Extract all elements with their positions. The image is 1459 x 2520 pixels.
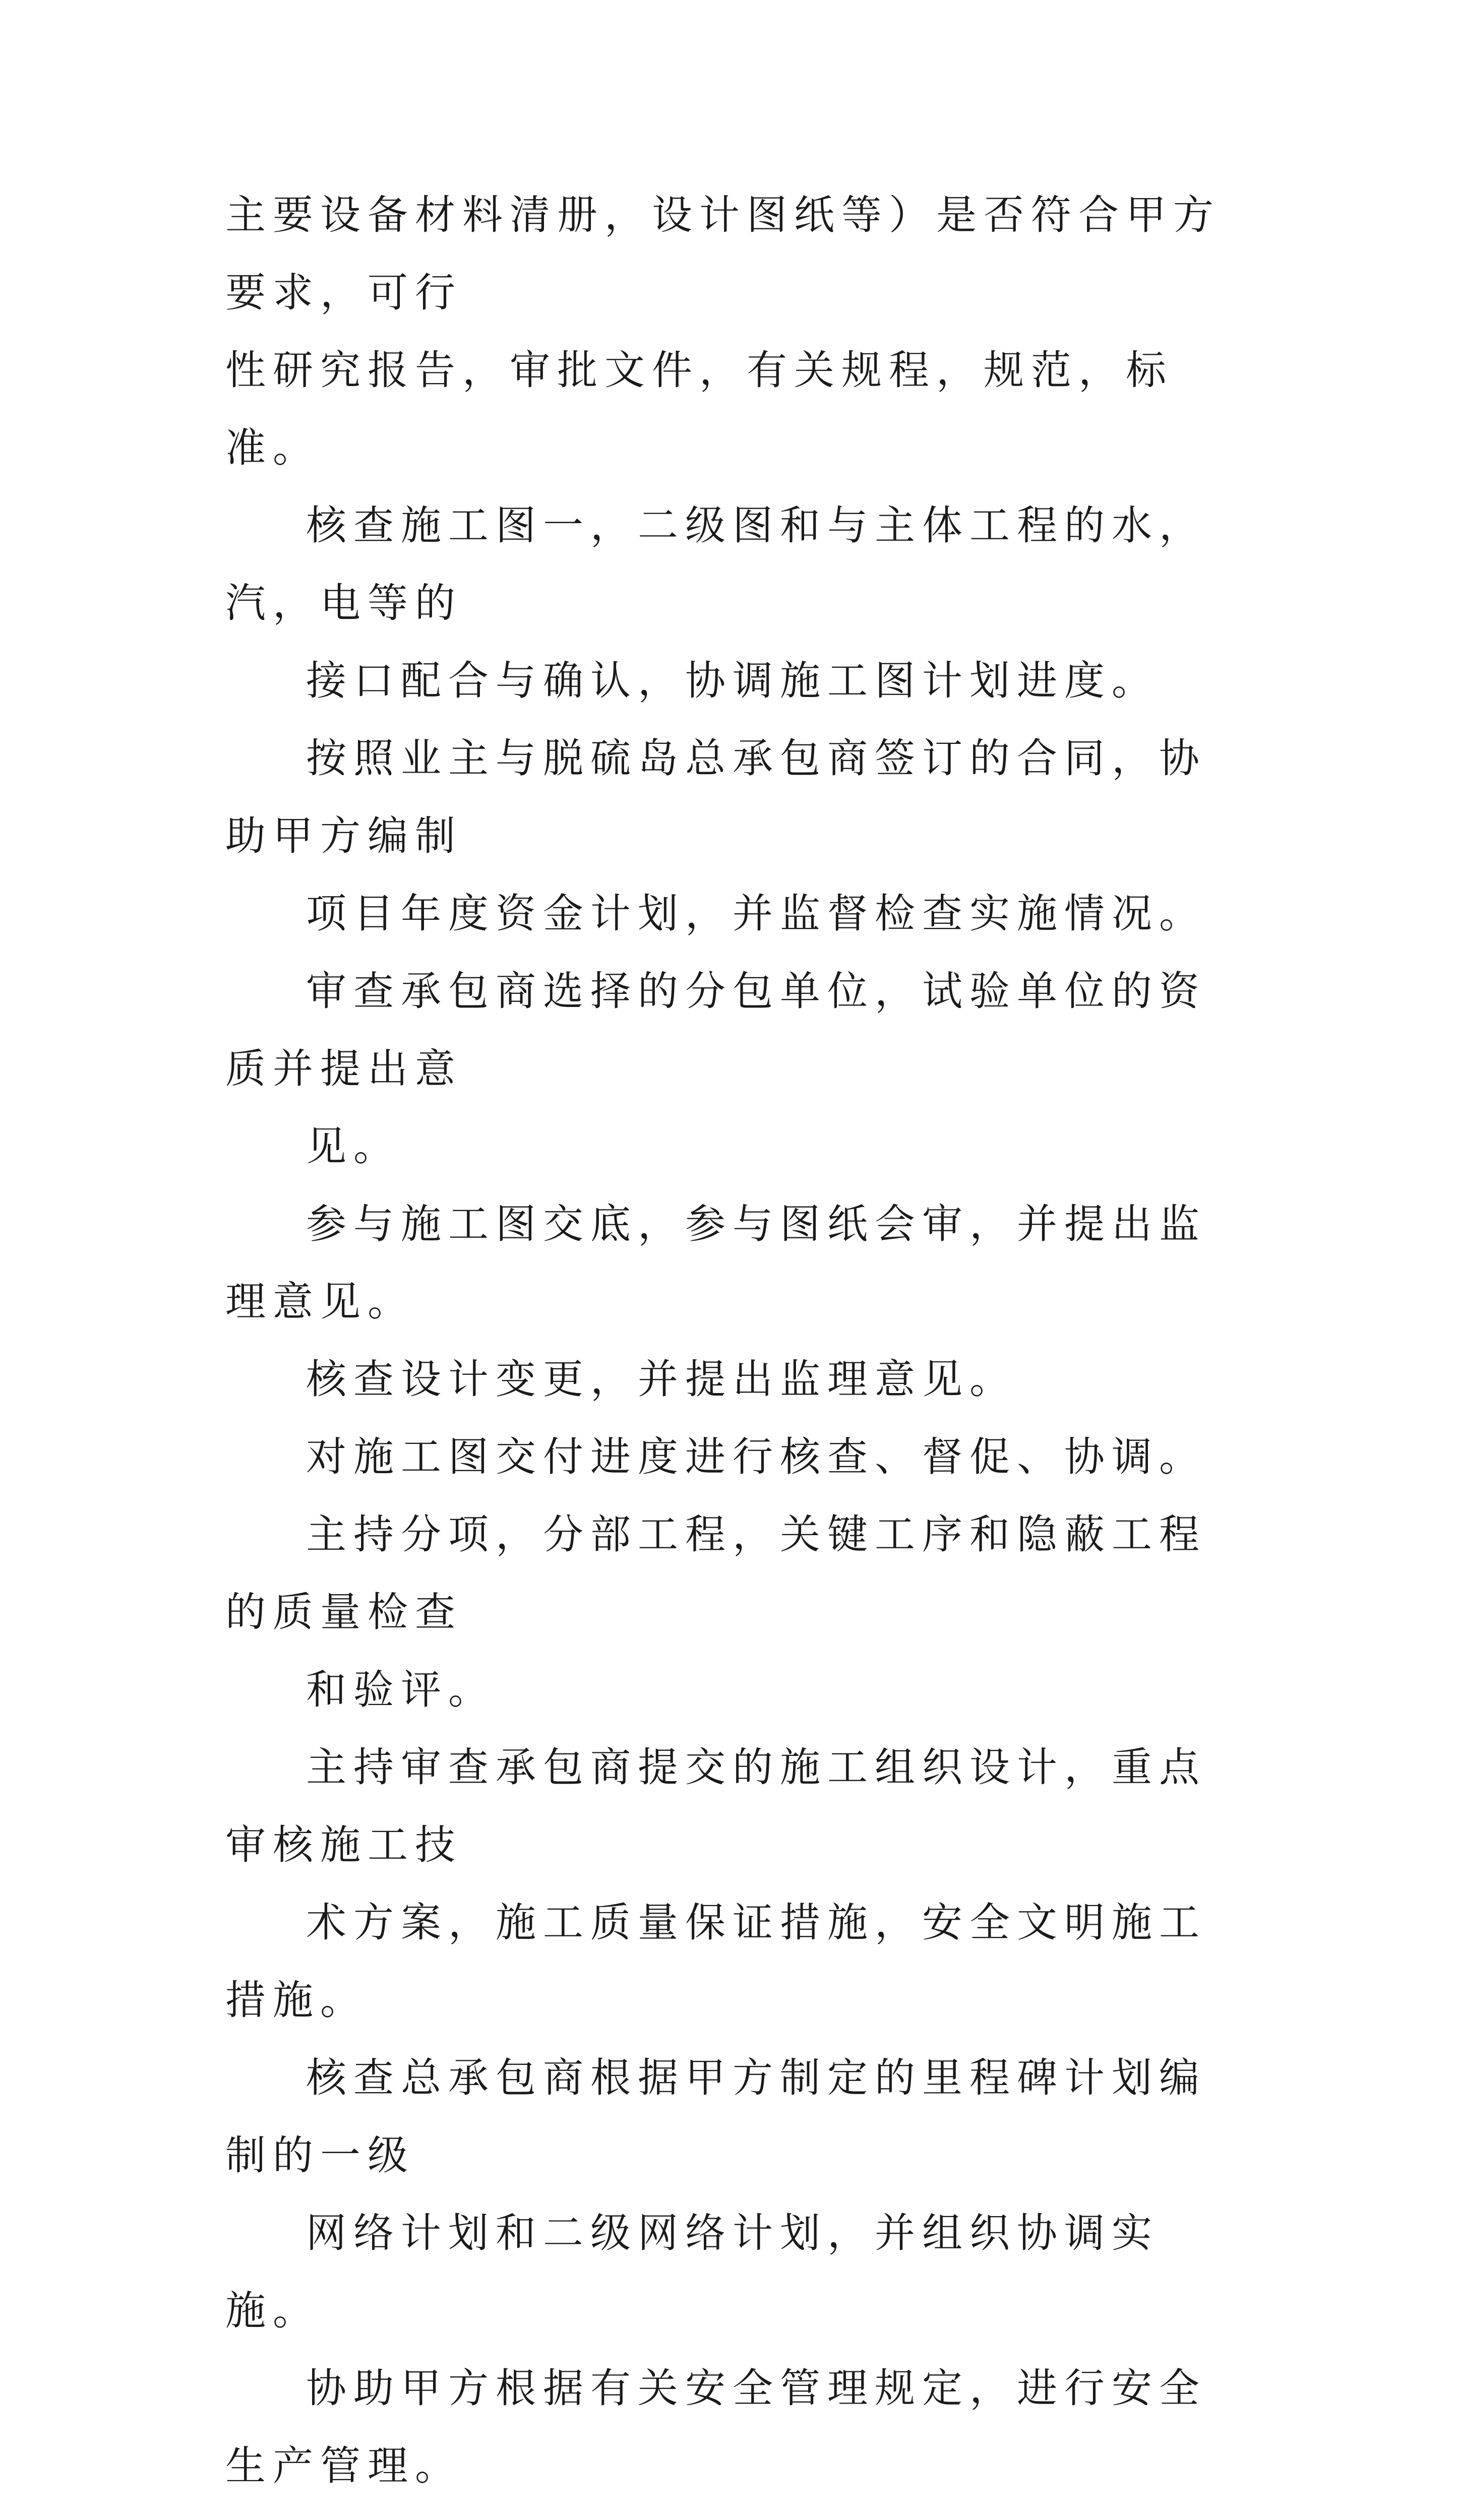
text-line: 项目年度资金计划，并监督检查实施情况。 xyxy=(306,890,1206,937)
body-text xyxy=(225,176,1249,2520)
text-line: 参与施工图交底，参与图纸会审，并提出监理意见。 xyxy=(225,1201,1206,1325)
text-line: 核查设计变更，并提出监理意见。 xyxy=(306,1356,1017,1403)
text-line: 网络计划和二级网络计划，并组织协调实施。 xyxy=(225,2210,1159,2334)
text-line: 术方案，施工质量保证措施，安全文明施工措施。 xyxy=(225,1899,1206,2024)
text-line: 审查承包商选择的分包单位，试验单位的资质并提出意 xyxy=(225,968,1206,1092)
text-line: 协助甲方根据有关安全管理规定，进行安全生产管理。 xyxy=(225,2365,1206,2489)
text-line: 主持审查承包商提交的施工组织设计，重点审核施工技 xyxy=(225,1744,1206,1868)
paragraph xyxy=(225,1185,1249,1341)
paragraph xyxy=(225,176,1249,487)
text-line: 核查施工图一，二级图和与主体工程的水，汽，电等的 xyxy=(225,502,1206,626)
paragraph xyxy=(225,720,1249,953)
text-line: 主持分项，分部工程，关键工序和隐蔽工程的质量检查 xyxy=(225,1511,1206,1635)
text-line: 核查总承包商根据甲方制定的里程碑计划编制的一级 xyxy=(225,2054,1206,2179)
text-line: 接口配合与确认，协调施工图计划进度。 xyxy=(306,657,1159,704)
paragraph xyxy=(225,2039,1249,2350)
paragraph xyxy=(225,1729,1249,2039)
paragraph xyxy=(225,1496,1249,1729)
paragraph xyxy=(225,2350,1249,2520)
text-line: 主要设备材料清册，设计图纸等）是否符合甲方要求，可行 xyxy=(225,192,1221,316)
paragraph xyxy=(225,1418,1249,1496)
paragraph xyxy=(225,487,1249,720)
text-line xyxy=(225,2505,1249,2520)
text-line: 性研究报告，审批文件，有关规程，规范，标准。 xyxy=(225,347,1173,471)
paragraph xyxy=(225,953,1249,1185)
text-line: 和验评。 xyxy=(306,1666,496,1713)
text-line: 见。 xyxy=(306,1123,401,1170)
paragraph xyxy=(225,1341,1249,1418)
text-line: 按照业主与脱硫岛总承包商签订的合同，协助甲方编制 xyxy=(225,735,1206,859)
text-line: 对施工图交付进度进行核查、督促、协调。 xyxy=(306,1433,1206,1480)
